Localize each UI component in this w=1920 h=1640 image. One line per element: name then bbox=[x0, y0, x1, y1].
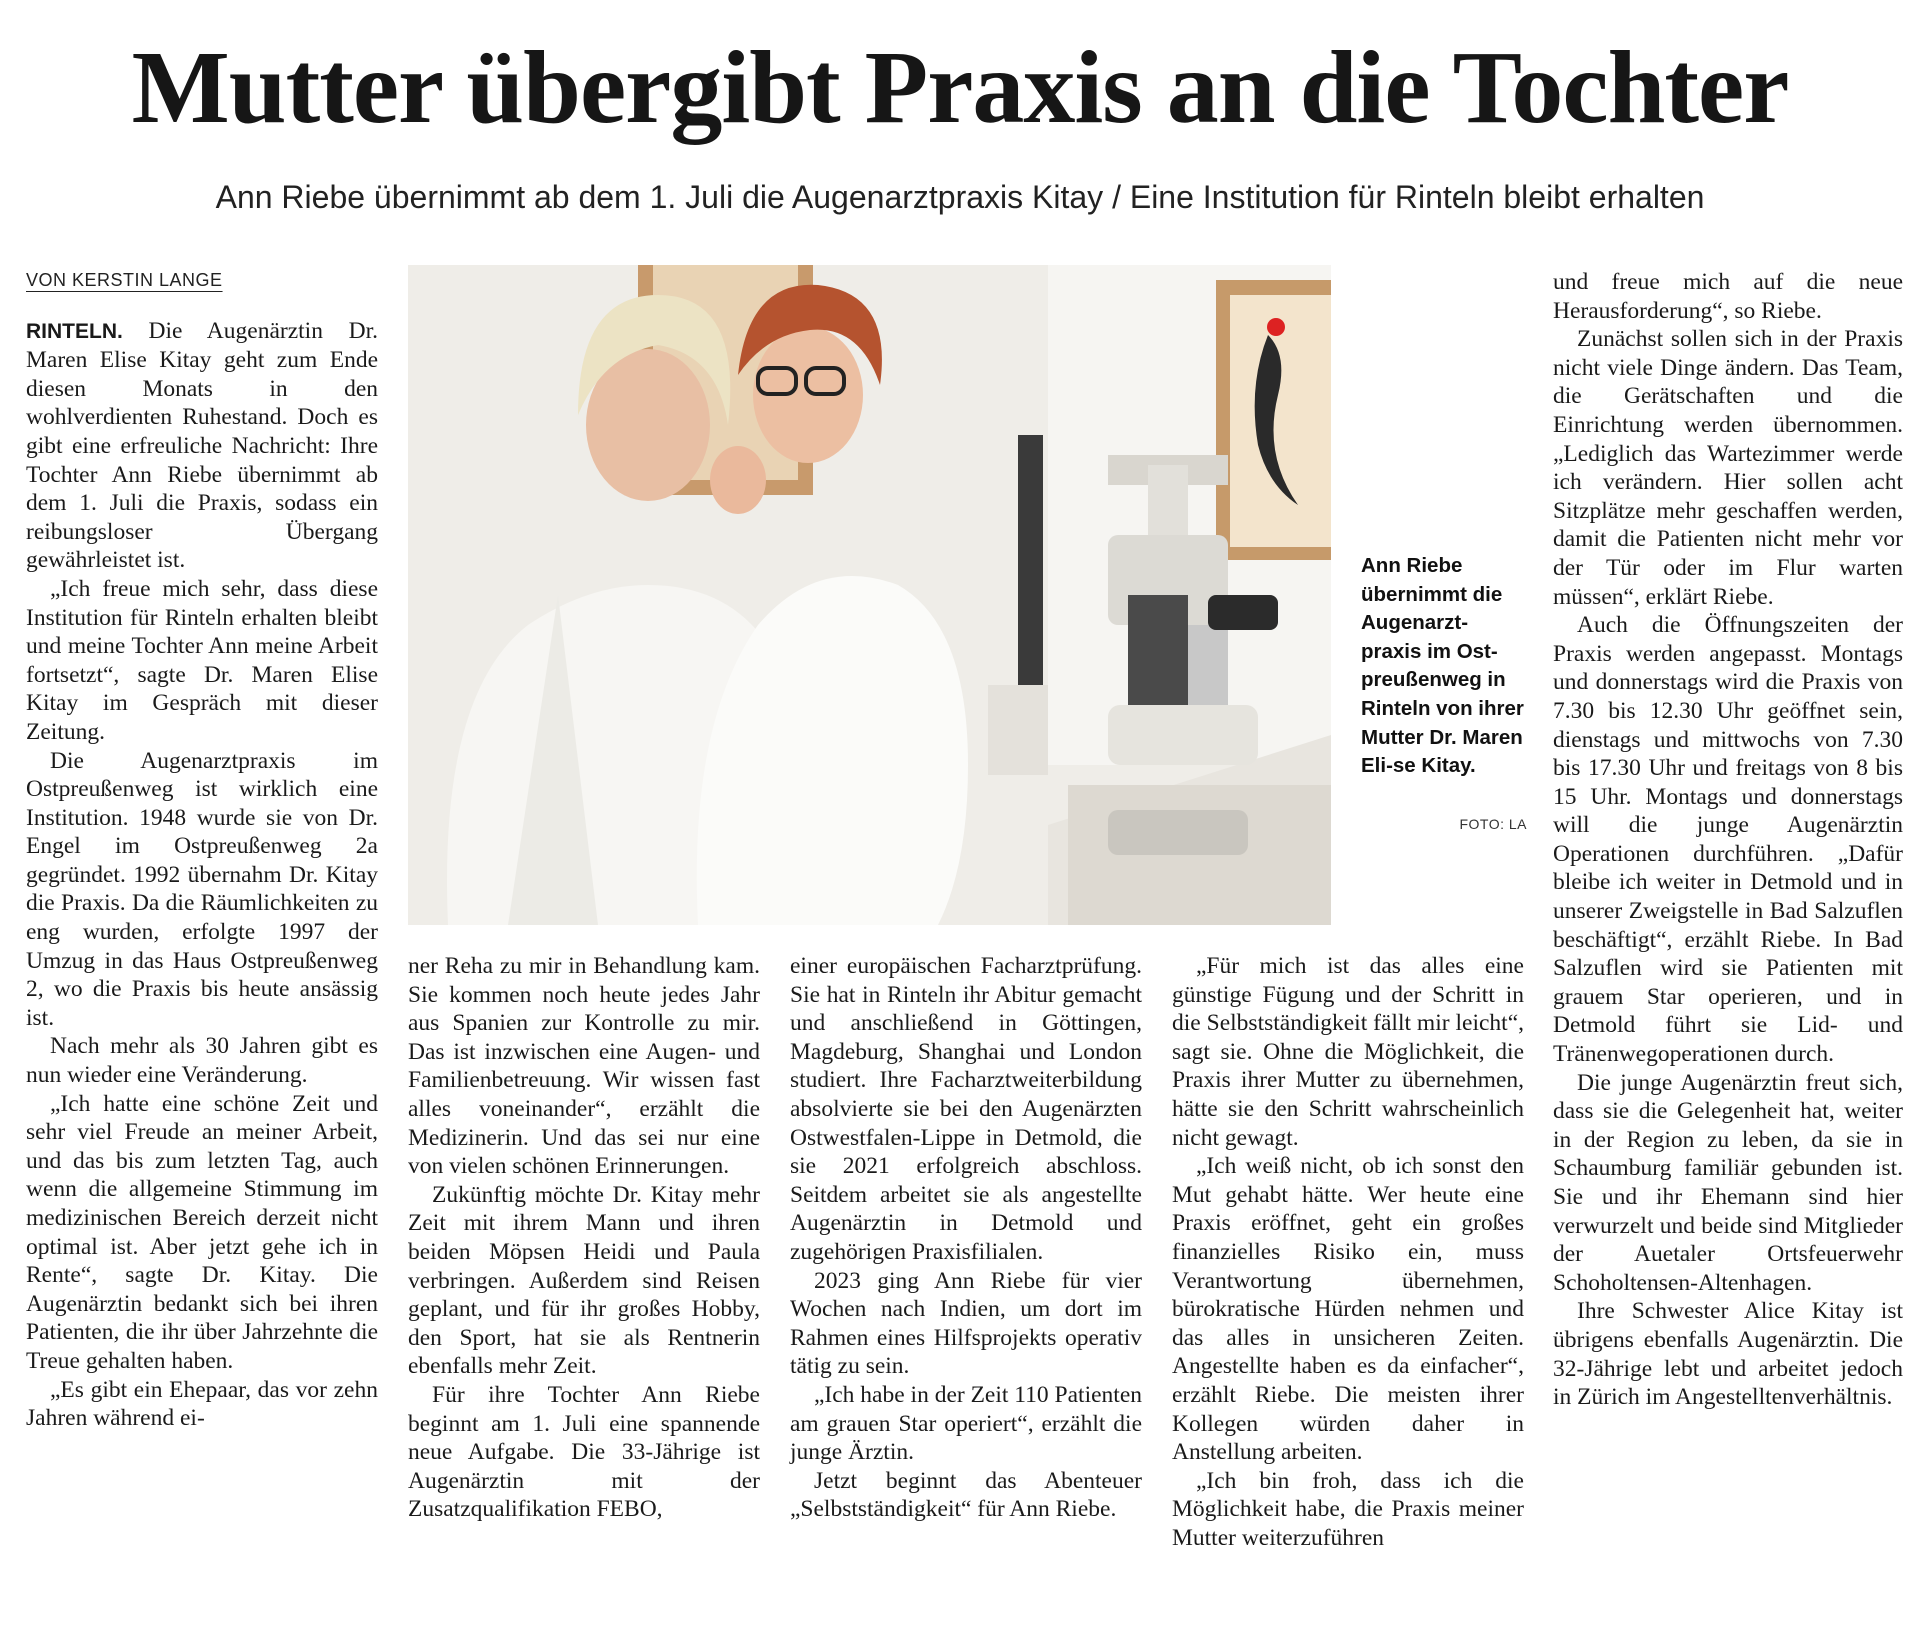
photo-illustration bbox=[408, 265, 1331, 925]
byline: VON KERSTIN LANGE bbox=[26, 270, 223, 290]
headline: Mutter übergibt Praxis an die Tochter bbox=[131, 30, 1789, 145]
article-paragraph: „Es gibt ein Ehepaar, das vor zehn Jahren während ei- bbox=[26, 1376, 378, 1432]
article-photo bbox=[408, 265, 1331, 925]
article-paragraph: Für ihre Tochter Ann Riebe beginnt am 1. Juli eine spannende neue Aufgabe. Die 33-Jährige ist Augenärztin mit der Zusatzqualifikation FEBO, bbox=[408, 1381, 760, 1523]
article-paragraph: „Ich hatte eine schöne Zeit und sehr viel Freude an meiner Arbeit, und das bis zum letzten Tag, auch wenn die allgemeine Stimmung im medizinischen Bereich derzeit nicht optimal ist. Aber jetzt gehe ich in Rente“, sagte Dr. Kitay. Die Augenärztin bedankt sich bei ihren Patienten, die ihr über Jahrzehnte die Treue gehalten haben. bbox=[26, 1090, 378, 1374]
article-column-1 bbox=[26, 268, 378, 1433]
article-paragraph: Zunächst sollen sich in der Praxis nicht viele Dinge ändern. Das Team, die Gerätschaften und die Einrichtung werden übernommen. „Lediglich das Wartezimmer werde ich verändern. Hier sollen acht Sitzplätze mehr geschaffen werden, damit die Patienten nicht mehr vor der Tür oder im Flur warten müssen“, erklärt Riebe. bbox=[1553, 326, 1903, 610]
article-paragraph: und freue mich auf die neue Herausforderung“, so Riebe. bbox=[1553, 269, 1903, 324]
article-paragraph: einer europäischen Facharztprüfung. Sie hat in Rinteln ihr Abitur gemacht und anschließend in Göttingen, Magdeburg, Shanghai und London studiert. Ihre Facharztweiterbildung absolvierte sie bei den Augenärzten Ostwestfalen-Lippe in Detmold, die sie 2021 erfolgreich abschloss. Seitdem arbeitet sie als angestellte Augenärztin in Detmold und zugehörigen Praxisfilialen. bbox=[790, 953, 1142, 1265]
article-paragraph: „Ich bin froh, dass ich die Möglichkeit habe, die Praxis meiner Mutter weiterzuführen bbox=[1172, 1467, 1524, 1551]
article-paragraph: Ihre Schwester Alice Kitay ist übrigens ebenfalls Augenärztin. Die 32-Jährige lebt und arbeitet jedoch in Zürich im Angestelltenverhältnis. bbox=[1553, 1298, 1903, 1411]
photo-credit: FOTO: LA bbox=[1459, 816, 1527, 832]
article-paragraph: „Ich habe in der Zeit 110 Patienten am grauen Star operiert“, erzählt die junge Ärztin. bbox=[790, 1381, 1143, 1466]
article-paragraph: „Ich weiß nicht, ob ich sonst den Mut gehabt hätte. Wer heute eine Praxis eröffnet, geht ein großes finanzielles Risiko ein, muss Verantwortung übernehmen, bürokratische Hürden nehmen und das alles in unsicheren Zeiten. Angestellte haben es da einfacher“, erzählt Riebe. Die meisten ihrer Kollegen würden daher in Anstellung arbeiten. bbox=[1172, 1153, 1524, 1466]
article-column-3 bbox=[790, 952, 1142, 1524]
article-paragraph: 2023 ging Ann Riebe für vier Wochen nach Indien, um dort im Rahmen eines Hilfsprojekts operativ tätig zu sein. bbox=[790, 1267, 1142, 1380]
article-paragraph: ner Reha zu mir in Behandlung kam. Sie kommen noch heute jedes Jahr aus Spanien zur Kontrolle zu mir. Das ist inzwischen eine Augen- und Familienbetreuung. Wir wissen fast alles voneinander“, erzählt die Medizinerin. Und das sei nur eine von vielen schönen Erinnerungen. bbox=[408, 953, 760, 1180]
article-paragraph: „Ich freue mich sehr, dass diese Institution für Rinteln erhalten bleibt und meine Tochter Ann meine Arbeit fortsetzt“, sagte Dr. Maren Elise Kitay im Gespräch mit dieser Zeitung. bbox=[26, 575, 378, 745]
article-paragraph bbox=[26, 317, 378, 575]
article-paragraph: Auch die Öffnungszeiten der Praxis werden angepasst. Montags und donnerstags wird die Praxis von 7.30 bis 12.30 Uhr geöffnet sein, dienstags und mittwochs von 7.30 bis 17.30 Uhr und freitags von 8 bis 15 Uhr. Montags und donnerstags will die junge Augenärztin Operationen durchführen. „Dafür bleibe ich weiter in Detmold und in unserer Zweigstelle in Bad Salzuflen beschäftigt“, erzählt Riebe. In Bad Salzuflen wird sie Patienten mit grauem Star operieren, und in Detmold führt sie Lid- und Tränenwegoperationen durch. bbox=[1553, 612, 1903, 1068]
article-paragraph: Zukünftig möchte Dr. Kitay mehr Zeit mit ihrem Mann und ihren beiden Möpsen Heidi und Paula verbringen. Außerdem sind Reisen geplant, und für ihr großes Hobby, den Sport, hat sie als Rentnerin ebenfalls mehr Zeit. bbox=[408, 1181, 760, 1380]
article-paragraph: Die Augenarztpraxis im Ostpreußenweg ist wirklich eine Institution. 1948 wurde sie von Dr. Engel im Ostpreußenweg 2a gegründet. 1992 übernahm Dr. Kitay die Praxis. Da die Räumlichkeiten zu eng wurden, erfolgte 1997 der Umzug in das Haus Ostpreußenweg 2, wo die Praxis bis heute ansässig ist. bbox=[26, 747, 378, 1031]
article-column-4 bbox=[1172, 952, 1524, 1552]
dateline: RINTELN. bbox=[26, 319, 123, 343]
photo-caption: Ann Riebe übernimmt die Augenarzt-praxis im Ost-preußenweg in Rinteln von ihrer Mutter Dr. Maren Eli-se Kitay. bbox=[1361, 554, 1524, 778]
article-column-5 bbox=[1553, 268, 1903, 1412]
article-paragraph: Die junge Augenärztin freut sich, dass sie die Gelegenheit hat, weiter in der Region zu leben, da sie in Schaumburg familiär gebunden ist. Sie und ihr Ehemann sind hier verwurzelt und beide sind Mitglieder der Auetaler Ortsfeuerwehr Schoholtensen-Altenhagen. bbox=[1553, 1069, 1903, 1296]
article-paragraph: Jetzt beginnt das Abenteuer „Selbstständigkeit“ für Ann Riebe. bbox=[790, 1467, 1142, 1523]
article-paragraph: „Für mich ist das alles eine günstige Fügung und der Schritt in die Selbstständigkeit fällt mir leicht“, sagt sie. Ohne die Möglichkeit, die Praxis ihrer Mutter zu übernehmen, hätte sie den Schritt wahrscheinlich nicht gewagt. bbox=[1172, 953, 1524, 1151]
paragraph-text: Die Augenärztin Dr. Maren Elise Kitay geht zum Ende diesen Monats in den wohlverdienten Ruhestand. Doch es gibt eine erfreuliche Nachricht: Ihre Tochter Ann Riebe übernimmt ab dem 1. Juli die Praxis, sodass ein reibungsloser Übergang gewährleistet ist. bbox=[26, 317, 378, 574]
subheadline: Ann Riebe übernimmt ab dem 1. Juli die Augenarztpraxis Kitay / Eine Institution für Rinteln bleibt erhalten bbox=[215, 179, 1705, 215]
article-column-2 bbox=[408, 952, 760, 1524]
article-paragraph: Nach mehr als 30 Jahren gibt es nun wieder eine Veränderung. bbox=[26, 1033, 378, 1089]
